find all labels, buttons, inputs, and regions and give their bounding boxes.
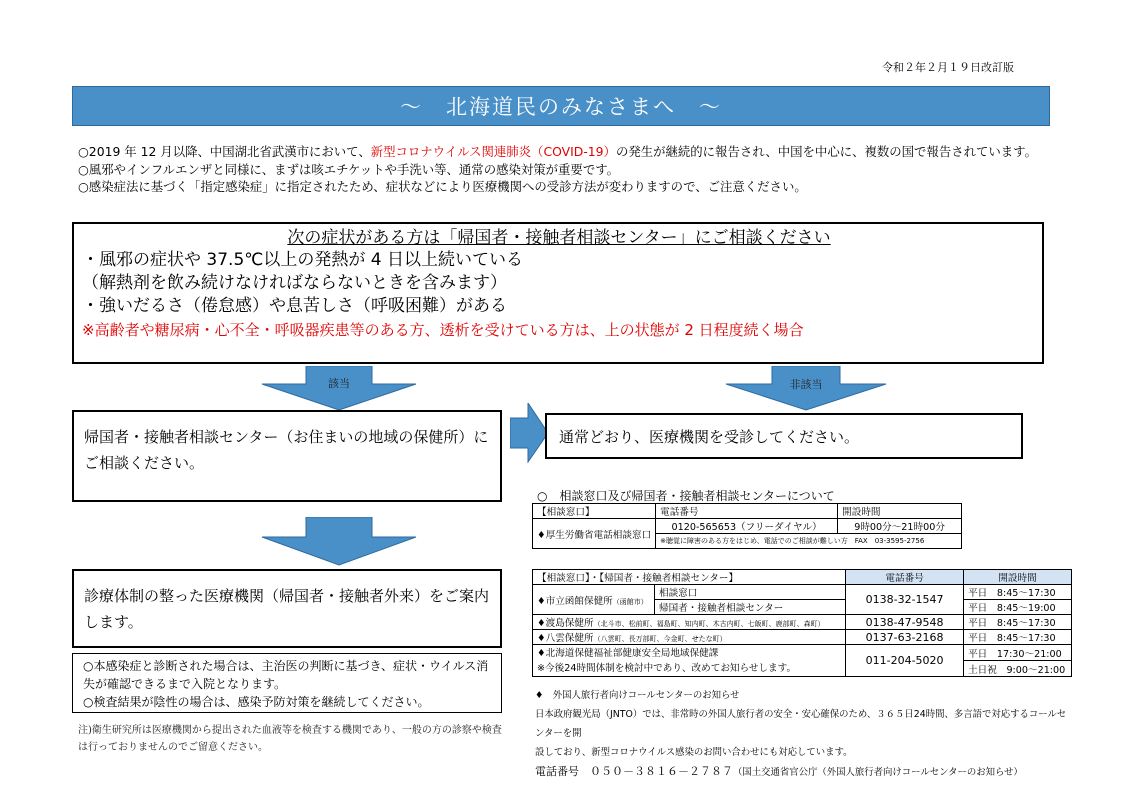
symptoms-box: [72, 222, 1044, 364]
foreign-phone: 電話番号 ０５０－３８１６－２７８７（国土交通省官公庁（外国人旅行者向けコールセンターのお知らせ）: [535, 765, 1023, 778]
hakodate-hours2: 平日 8:45～19:00: [964, 600, 1072, 615]
centers-col-phone: 電話番号: [846, 570, 964, 585]
hakodate-phone: 0138-32-1547: [846, 585, 964, 615]
hakodate-name: ♦市立函館保健所（函館市）: [533, 585, 655, 615]
col-hours: 開設時間: [838, 504, 962, 519]
mhlw-phone: 0120-565653（フリーダイヤル）: [656, 519, 838, 534]
intro-line-3: ○感染症法に基づく「指定感染症」に指定されたため、症状などにより医療機関への受診方法が変わりますので、ご注意ください。: [78, 179, 807, 194]
oshima-phone: 0138-47-9548: [846, 615, 964, 630]
intro-text: [78, 143, 1063, 196]
mhlw-hours: 9時00分～21時00分: [838, 519, 962, 534]
foreign-body-2: 設しており、新型コロナウイルス感染のお問い合わせにも対応しています。: [535, 747, 853, 758]
symptom-fatigue: ・強いだるさ（倦怠感）や息苦しさ（呼吸困難）がある: [82, 296, 507, 316]
foreign-callcenter-info: [535, 686, 1075, 782]
arrow-to-medical: [258, 517, 420, 567]
yakumo-phone: 0137-63-2168: [846, 630, 964, 645]
hakodate-sub1: 相談窓口: [655, 585, 846, 600]
hospitalization-note: [72, 653, 502, 713]
table-row: [533, 645, 1072, 661]
centers-col-window: 【相談窓口】・【帰国者・接触者相談センター】: [533, 570, 846, 585]
mhlw-contact-table: [532, 503, 962, 549]
hokkaido-phone: 011-204-5020: [846, 645, 964, 677]
symptom-fever: ・風邪の症状や 37.5℃以上の発熱が 4 日以上続いている: [82, 250, 523, 270]
covid-name: 新型コロナウイルス関連肺炎（COVID-19）: [370, 144, 616, 159]
centers-col-hours: 開設時間: [964, 570, 1072, 585]
intro-line-2: ○風邪やインフルエンザと同様に、まずは咳エチケットや手洗い等、通常の感染対策が重要です。: [78, 161, 620, 177]
foreign-body-1: 日本政府観光局（JNTO）では、非常時の外国人旅行者の安全・安心確保のため、３６５日24時間、多言語で対応するコールセンターを開: [535, 709, 1067, 739]
note-negative: ○検査結果が陰性の場合は、感染予防対策を継続してください。: [83, 695, 430, 709]
symptom-fever-note: （解熱剤を飲み続けなければならないときを含みます）: [82, 273, 507, 293]
table-row: [533, 630, 1072, 645]
col-window: 【相談窓口】: [533, 504, 656, 519]
col-phone: 電話番号: [656, 504, 838, 519]
medical-institution-box: 診療体制の整った医療機関（帰国者・接触者外来）をご案内します。: [72, 569, 502, 648]
page-title-banner: ～ 北海道民のみなさまへ ～: [72, 86, 1050, 126]
symptoms-warning: ※高齢者や糖尿病・心不全・呼吸器疾患等のある方、透析を受けている方は、上の状態が 2 日程度続く場合: [82, 321, 804, 339]
table-row: [533, 585, 1072, 600]
oshima-hours: 平日 8:45～17:30: [964, 615, 1072, 630]
revision-date: 令和２年２月１９日改訂版: [882, 61, 1014, 74]
hakodate-sub2: 帰国者・接触者相談センター: [655, 600, 846, 615]
consult-center-box: 帰国者・接触者相談センター（お住まいの地域の保健所）にご相談ください。: [72, 410, 502, 502]
table-row: [533, 615, 1072, 630]
hakodate-hours1: 平日 8:45～17:30: [964, 585, 1072, 600]
hokkaido-name: ♦北海道保健福祉部健康安全局地域保健課 ※今後24時間体制を検討中であり、改めてお知らせします。: [533, 645, 846, 677]
hokkaido-hours1: 平日 17:30～21:00: [964, 645, 1072, 661]
footnote: 注)衛生研究所は医療機関から提出された血液等を検査する機関であり、一般の方の診察や検査は行っておりませんのでご留意ください。: [78, 725, 502, 753]
intro-line-1: ○2019 年 12 月以降、中国湖北省武漢市において、新型コロナウイルス関連肺炎（COVID-19）の発生が継続的に報告され、中国を中心に、複数の国で報告されています。: [78, 144, 1037, 159]
mhlw-fax-note: ※聴覚に障害のある方をはじめ、電話でのご相談が難しい方 FAX 03-3595-2756: [656, 534, 962, 549]
not-applicable-label: 非該当: [789, 378, 823, 391]
arrow-right: [510, 403, 550, 463]
symptoms-title: 次の症状がある方は「帰国者・接触者相談センター」にご相談ください: [287, 228, 831, 248]
contacts-title: ○ 相談窓口及び帰国者・接触者相談センターについて: [537, 489, 835, 503]
note-diagnosed: ○本感染症と診断された場合は、主治医の判断に基づき、症状・ウイルス消失が確認できるまで入院となります。: [83, 659, 489, 691]
hokkaido-hours2: 土日祝 9:00～21:00: [964, 661, 1072, 677]
yakumo-hours: 平日 8:45～17:30: [964, 630, 1072, 645]
applicable-label: 該当: [328, 377, 350, 390]
yakumo-name: ♦八雲保健所（八雲町、長万部町、今金町、せたな町）: [533, 630, 846, 645]
centers-contact-table: [532, 569, 1072, 677]
mhlw-name: ♦厚生労働省電話相談窓口: [533, 519, 656, 549]
foreign-title: ♦ 外国人旅行者向けコールセンターのお知らせ: [535, 690, 740, 701]
normal-visit-box: 通常どおり、医療機関を受診してください。: [545, 413, 1023, 459]
oshima-name: ♦渡島保健所（北斗市、松前町、福島町、知内町、木古内町、七飯町、鹿部町、森町）: [533, 615, 846, 630]
